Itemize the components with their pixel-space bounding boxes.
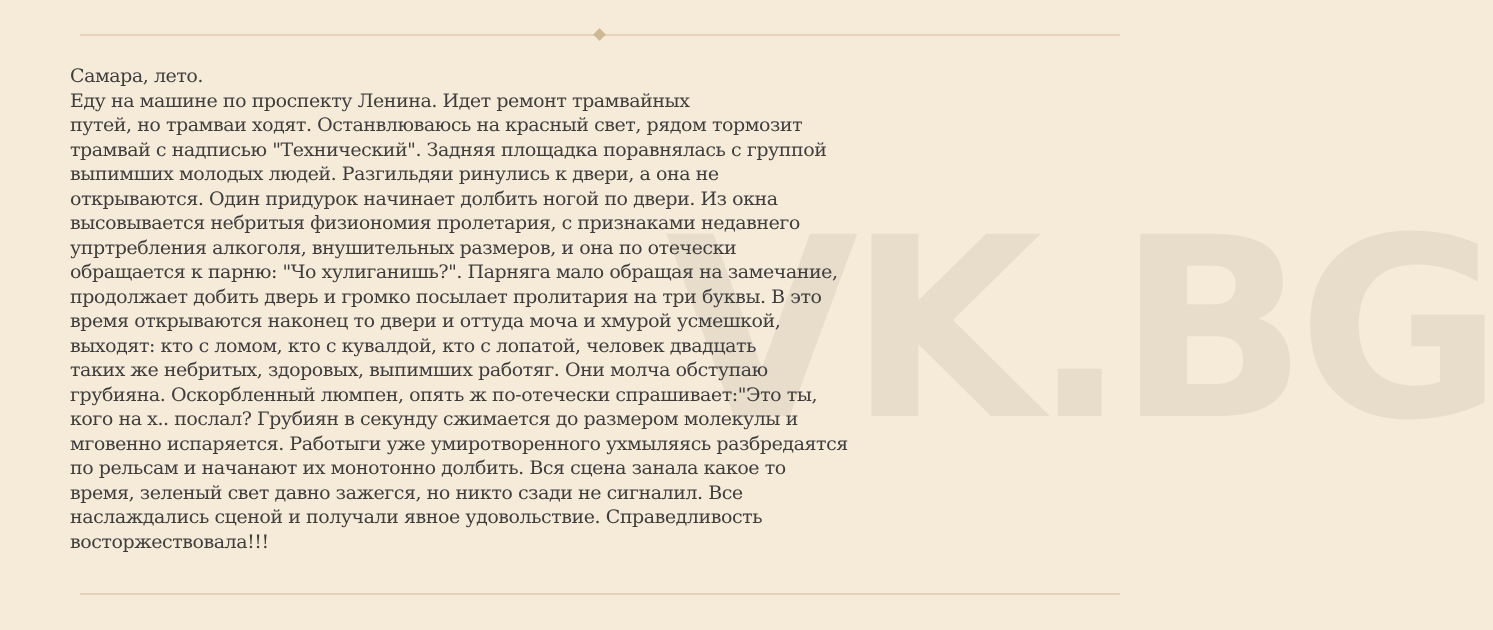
story-line: кого на х.. послал? Грубиян в секунду сжимается до размером молекулы и <box>70 408 798 430</box>
bottom-divider <box>80 593 1120 595</box>
story-line: таких же небритых, здоровых, выпимших работяг. Они молча обступаю <box>70 359 768 381</box>
story-line: выходят: кто с ломом, кто с кувалдой, кто с лопатой, человек двадцать <box>70 334 756 357</box>
story-line: по рельсам и начанают их монотонно долбить. Вся сцена занала какое то <box>70 457 786 479</box>
story-line: Еду на машине по проспекту Ленина. Идет ремонт трамвайных <box>70 89 690 112</box>
story-line: открываются. Один придурок начинает долбить ногой по двери. Из окна <box>70 187 778 210</box>
story-line: трамвай с надписью "Технический". Задняя площадка поравнялась с группой <box>70 138 827 161</box>
story-line: наслаждались сценой и получали явное удовольствие. Справедливость <box>70 506 763 528</box>
story-line: обращается к парню: "Чо хулиганишь?". Парняга мало обращая на замечание, <box>70 261 838 283</box>
diamond-ornament-icon <box>593 28 606 41</box>
story-line: грубияна. Оскорбленный люмпен, опять ж по-отечески спрашивает:"Это ты, <box>70 383 818 406</box>
story-line: высовывается небритыя физиономия пролетария, с признаками недавнего <box>70 212 800 234</box>
story-line: время, зеленый свет давно зажегся, но никто сзади не сигналил. Все <box>70 481 743 504</box>
story-line: упртребления алкоголя, внушительных размеров, и она по отечески <box>70 236 737 259</box>
story-line: время открываются наконец то двери и оттуда моча и хмурой усмешкой, <box>70 310 781 332</box>
story-line: выпимших молодых людей. Разгильдяи ринулись к двери, а она не <box>70 163 719 185</box>
story-line: продолжает добить дверь и громко посылает пролитария на три буквы. В это <box>70 285 822 308</box>
story-line: Самара, лето. <box>70 65 203 87</box>
story-line: мговенно испаряется. Работыги уже умиротворенного ухмыляясь разбредаятся <box>70 432 848 455</box>
story-line: восторжествовала!!! <box>70 530 269 553</box>
watermark: VK.BG <box>665 184 1493 475</box>
story-line: путей, но трамваи ходят. Останвлюваюсь на красный свет, рядом тормозит <box>70 114 803 136</box>
story-text <box>70 64 910 554</box>
